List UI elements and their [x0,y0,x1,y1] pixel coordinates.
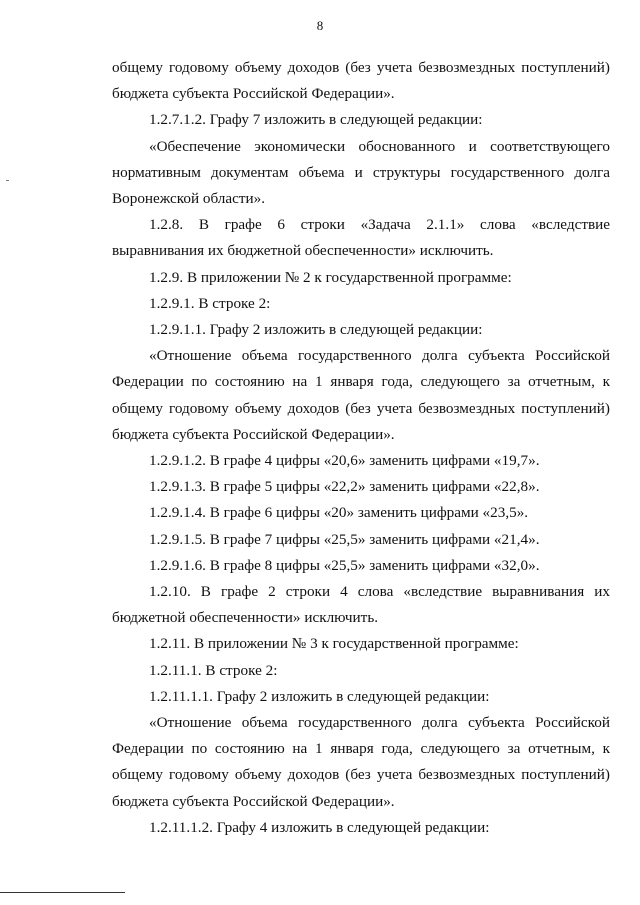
footer-rule [0,892,125,893]
paragraph-p6: 1.2.9. В приложении № 2 к государственной программе: [149,268,512,286]
paragraph-p16: 1.2.11. В приложении № 3 к государственной программе: [149,635,519,653]
paragraph-p8: 1.2.9.1.1. Графу 2 изложить в следующей редакции: [149,321,483,339]
paragraph-p18: 1.2.11.1.1. Графу 2 изложить в следующей редакции: [149,687,490,705]
paragraph-p2: бюджета субъекта Российской Федерации». [112,85,395,103]
paragraph-p11: 1.2.9.1.3. В графе 5 цифры «22,2» заменить цифрами «22,8». [149,478,540,496]
scan-mark [6,180,9,181]
paragraph-p14: 1.2.9.1.6. В графе 8 цифры «25,5» заменить цифрами «32,0». [149,556,540,574]
paragraph-p3: 1.2.7.1.2. Графу 7 изложить в следующей редакции: [149,111,483,129]
page-number: 8 [316,18,324,33]
paragraph-p4: «Обеспечение экономически обоснованного и соответствующего нормативным документам объема и структуры государственного долга Воронежской области». [112,137,610,208]
paragraph-p7: 1.2.9.1. В строке 2: [149,294,271,312]
paragraph-p10: 1.2.9.1.2. В графе 4 цифры «20,6» заменить цифрами «19,7». [149,452,540,470]
document-body [112,55,610,841]
paragraph-p5: 1.2.8. В графе 6 строки «Задача 2.1.1» слова «вследствие выравнивания их бюджетной обеспеченности» исключить. [112,216,610,260]
paragraph-p1: общему годовому объему доходов (без учета безвозмездных поступлений) [112,59,610,76]
paragraph-p19: «Отношение объема государственного долга субъекта Российской Федерации по состоянию на 1 января года, следующего за отчетным, к общему годовому объему доходов (без учета безвозмездных поступлений) бюджета субъекта Российской Федерации». [112,714,610,810]
paragraph-p13: 1.2.9.1.5. В графе 7 цифры «25,5» заменить цифрами «21,4». [149,530,540,548]
paragraph-p12: 1.2.9.1.4. В графе 6 цифры «20» заменить цифрами «23,5». [149,504,529,522]
paragraph-p20: 1.2.11.1.2. Графу 4 изложить в следующей редакции: [149,818,490,836]
paragraph-p17: 1.2.11.1. В строке 2: [149,661,278,679]
paragraph-p9: «Отношение объема государственного долга субъекта Российской Федерации по состоянию на 1 января года, следующего за отчетным, к общему годовому объему доходов (без учета безвозмездных поступлений) бюджета субъекта Российской Федерации». [112,347,610,443]
paragraph-p15: 1.2.10. В графе 2 строки 4 слова «вследствие выравнивания их бюджетной обеспеченности» исключить. [112,583,610,627]
